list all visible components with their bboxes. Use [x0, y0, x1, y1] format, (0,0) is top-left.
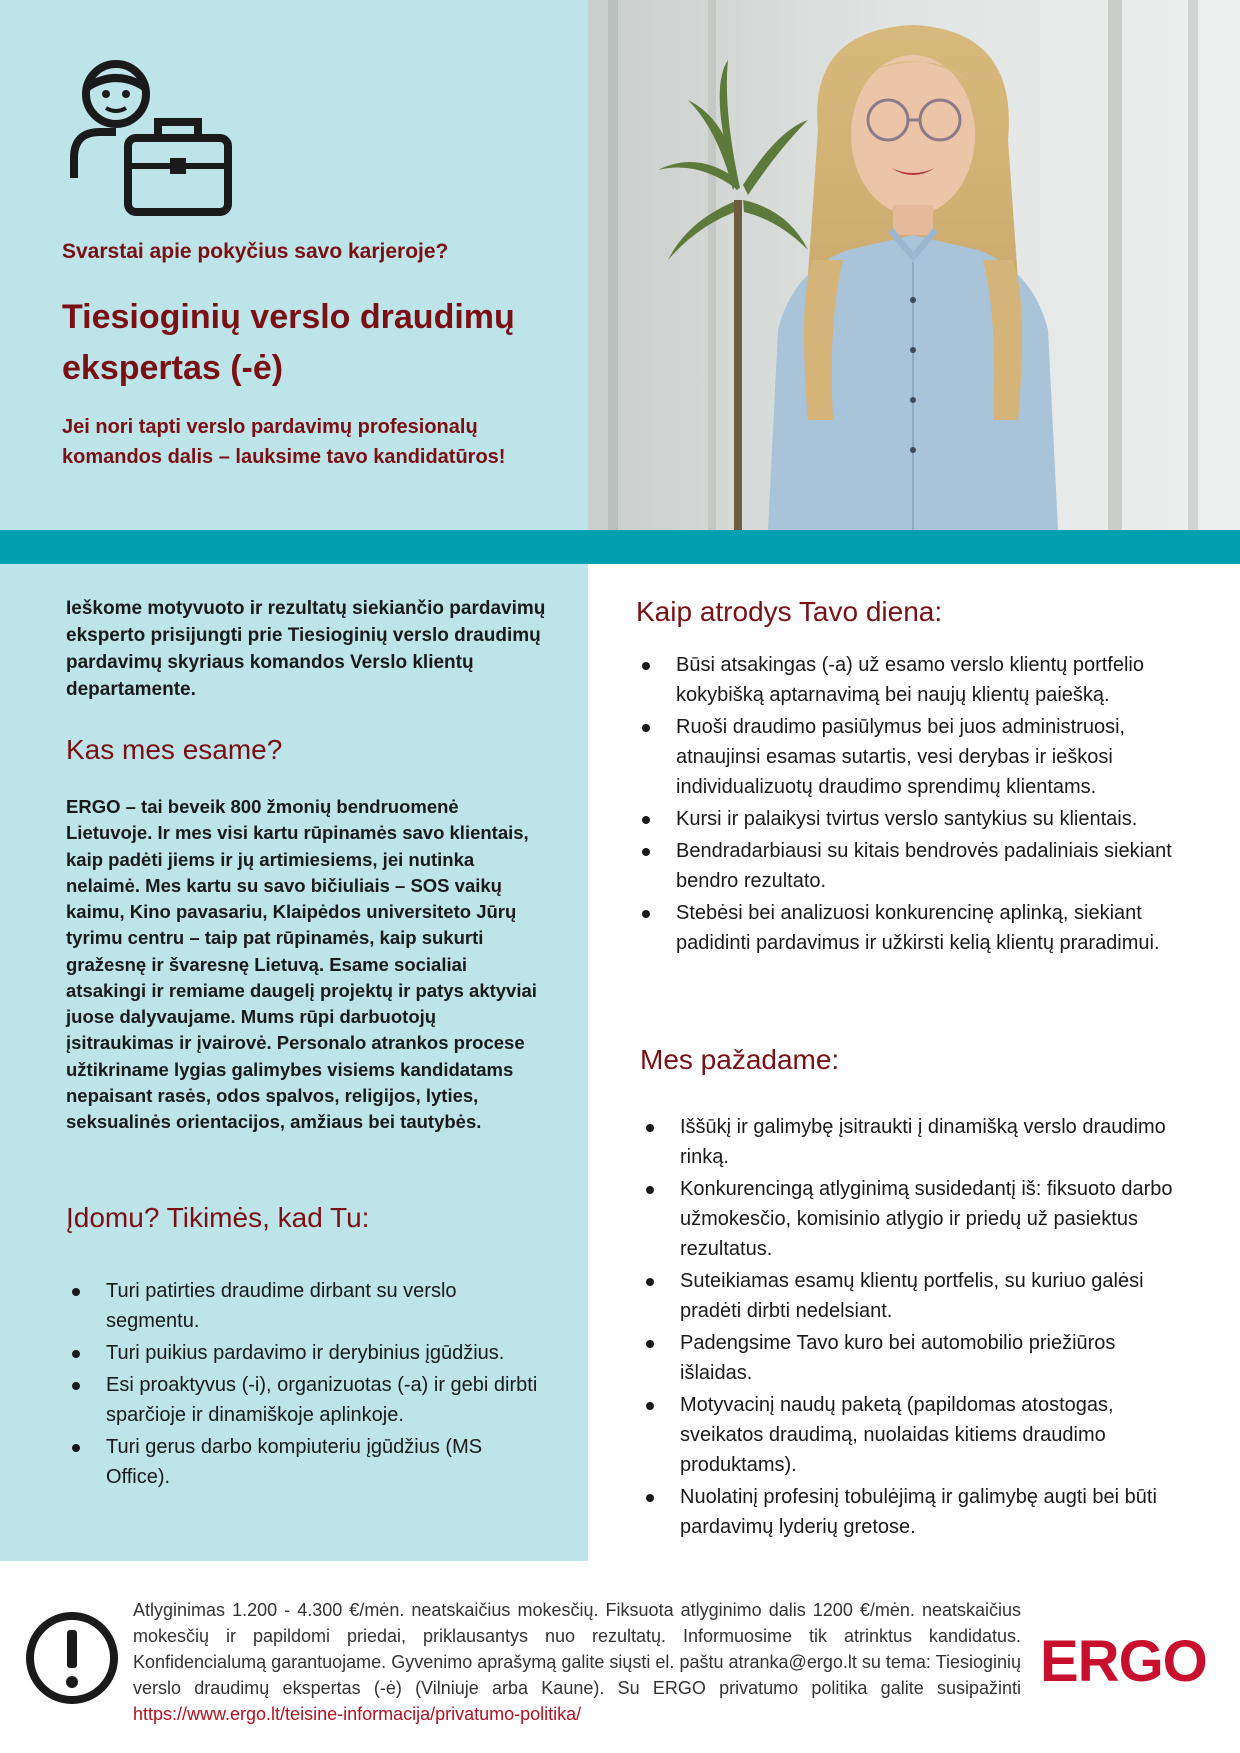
list-item: Stebėsi bei analizuosi konkurencinę aplinką, siekiant padidinti pardavimus ir užkirsti kelią klientų praradimui. [636, 898, 1176, 958]
requirements-list [66, 1276, 546, 1494]
kicker-text: Svarstai apie pokyčius savo karjeroje? [62, 240, 449, 263]
list-item: Konkurencingą atlyginimą susidedantį iš: fiksuoto darbo užmokesčio, komisinio atlygio ir priedų už pasiektus rezultatus. [640, 1174, 1180, 1264]
promise-list [640, 1112, 1180, 1544]
accent-band [0, 530, 1240, 564]
privacy-policy-link[interactable]: https://www.ergo.lt/teisine-informacija/privatumo-politika/ [133, 1704, 582, 1725]
day-list [636, 650, 1176, 960]
list-item: Esi proaktyvus (-i), organizuotas (-a) ir gebi dirbti sparčioje ir dinamiškoje aplinkoje. [66, 1370, 546, 1430]
list-item: Turi gerus darbo kompiuteriu įgūdžius (MS Office). [66, 1432, 546, 1492]
intro-text: Ieškome motyvuoto ir rezultatų siekiančio pardavimų eksperto prisijungti prie Tiesioginių verslo draudimų pardavimų skyriaus komandos Verslo klientų departamente. [66, 598, 546, 700]
hero-subtitle: Jei nori tapti verslo pardavimų profesionalų komandos dalis – lauksime tavo kandidatūros! [62, 416, 506, 468]
list-item: Turi puikius pardavimo ir derybinius įgūdžius. [66, 1338, 546, 1368]
requirements-heading: Įdomu? Tikimės, kad Tu: [66, 1202, 370, 1233]
list-item: Padengsime Tavo kuro bei automobilio priežiūros išlaidas. [640, 1328, 1180, 1388]
list-item: Ruoši draudimo pasiūlymus bei juos administruosi, atnaujinsi esamas sutartis, vesi derybas ir ieškosi individualizuotų draudimo sprendimų klientams. [636, 712, 1176, 802]
list-item: Turi patirties draudime dirbant su verslo segmentu. [66, 1276, 546, 1336]
employee-photo [588, 0, 1240, 530]
list-item: Iššūkį ir galimybę įsitraukti į dinamišką verslo draudimo rinką. [640, 1112, 1180, 1172]
about-text: ERGO – tai beveik 800 žmonių bendruomenė Lietuvoje. Ir mes visi kartu rūpinamės savo klientais, kaip padėti jiems ir jų artimiesiems, jei nutinka nelaimė. Mes kartu su savo bičiuliais – SOS vaikų kaimu, Kino pavasariu, Klaipėdos universiteto Jūrų tyrimu centru – taip pat rūpinamės, kaip sukurti gražesnę ir švaresnę Lietuvą. Esame socialiai atsakingi ir remiame daugelį projektų ir patys aktyviai juose dalyvaujame. Mums rūpi darbuotojų įsitraukimas ir įvairovė. Personalo atrankos procese užtikriname lygias galimybes visiems kandidatams nepaisant rasės, odos spalvos, religijos, lyties, seksualinės orientacijos, amžiaus bei tautybės. [66, 796, 537, 1133]
about-heading: Kas mes esame? [66, 734, 283, 765]
day-heading: Kaip atrodys Tavo diena: [636, 596, 943, 627]
footer-text [133, 1597, 1021, 1727]
list-item: Nuolatinį profesinį tobulėjimą ir galimybę augti bei būti pardavimų lyderių gretose. [640, 1482, 1180, 1542]
list-item: Motyvacinį naudų paketą (papildomas atostogas, sveikatos draudimą, nuolaidas kitiems draudimo produktams). [640, 1390, 1180, 1480]
employee-with-briefcase-icon [70, 58, 234, 218]
list-item: Būsi atsakingas (-a) už esamo verslo klientų portfelio kokybišką aptarnavimą bei naujų klientų paiešką. [636, 650, 1176, 710]
list-item: Bendradarbiausi su kitais bendrovės padaliniais siekiant bendro rezultato. [636, 836, 1176, 896]
exclamation-circle-icon [24, 1610, 120, 1706]
list-item: Kursi ir palaikysi tvirtus verslo santykius su klientais. [636, 804, 1176, 834]
footer-body: Atlyginimas 1.200 - 4.300 €/mėn. neatskaičius mokesčių. Fiksuota atlyginimo dalis 1200 €/mėn. neatskaičius mokesčių ir papildomi priedai, priklausantys nuo rezultatų. Informuosime tik atrinktus kandidatus. Konfidencialumą garantuojame. Gyvenimo aprašymą galite siųsti el. paštu atranka@ergo.lt su tema: Tiesioginių verslo draudimų ekspertas (-ė) (Vilniuje arba Kaune). Su ERGO privatumo politika galite susipažinti [133, 1600, 1021, 1699]
job-title: Tiesioginių verslo draudimų ekspertas (-ė) [62, 298, 515, 387]
promise-heading: Mes pažadame: [640, 1044, 840, 1075]
header-section [0, 0, 1240, 530]
ergo-logo: ERGO [1040, 1629, 1207, 1694]
list-item: Suteikiamas esamų klientų portfelis, su kuriuo galėsi pradėti dirbti nedelsiant. [640, 1266, 1180, 1326]
